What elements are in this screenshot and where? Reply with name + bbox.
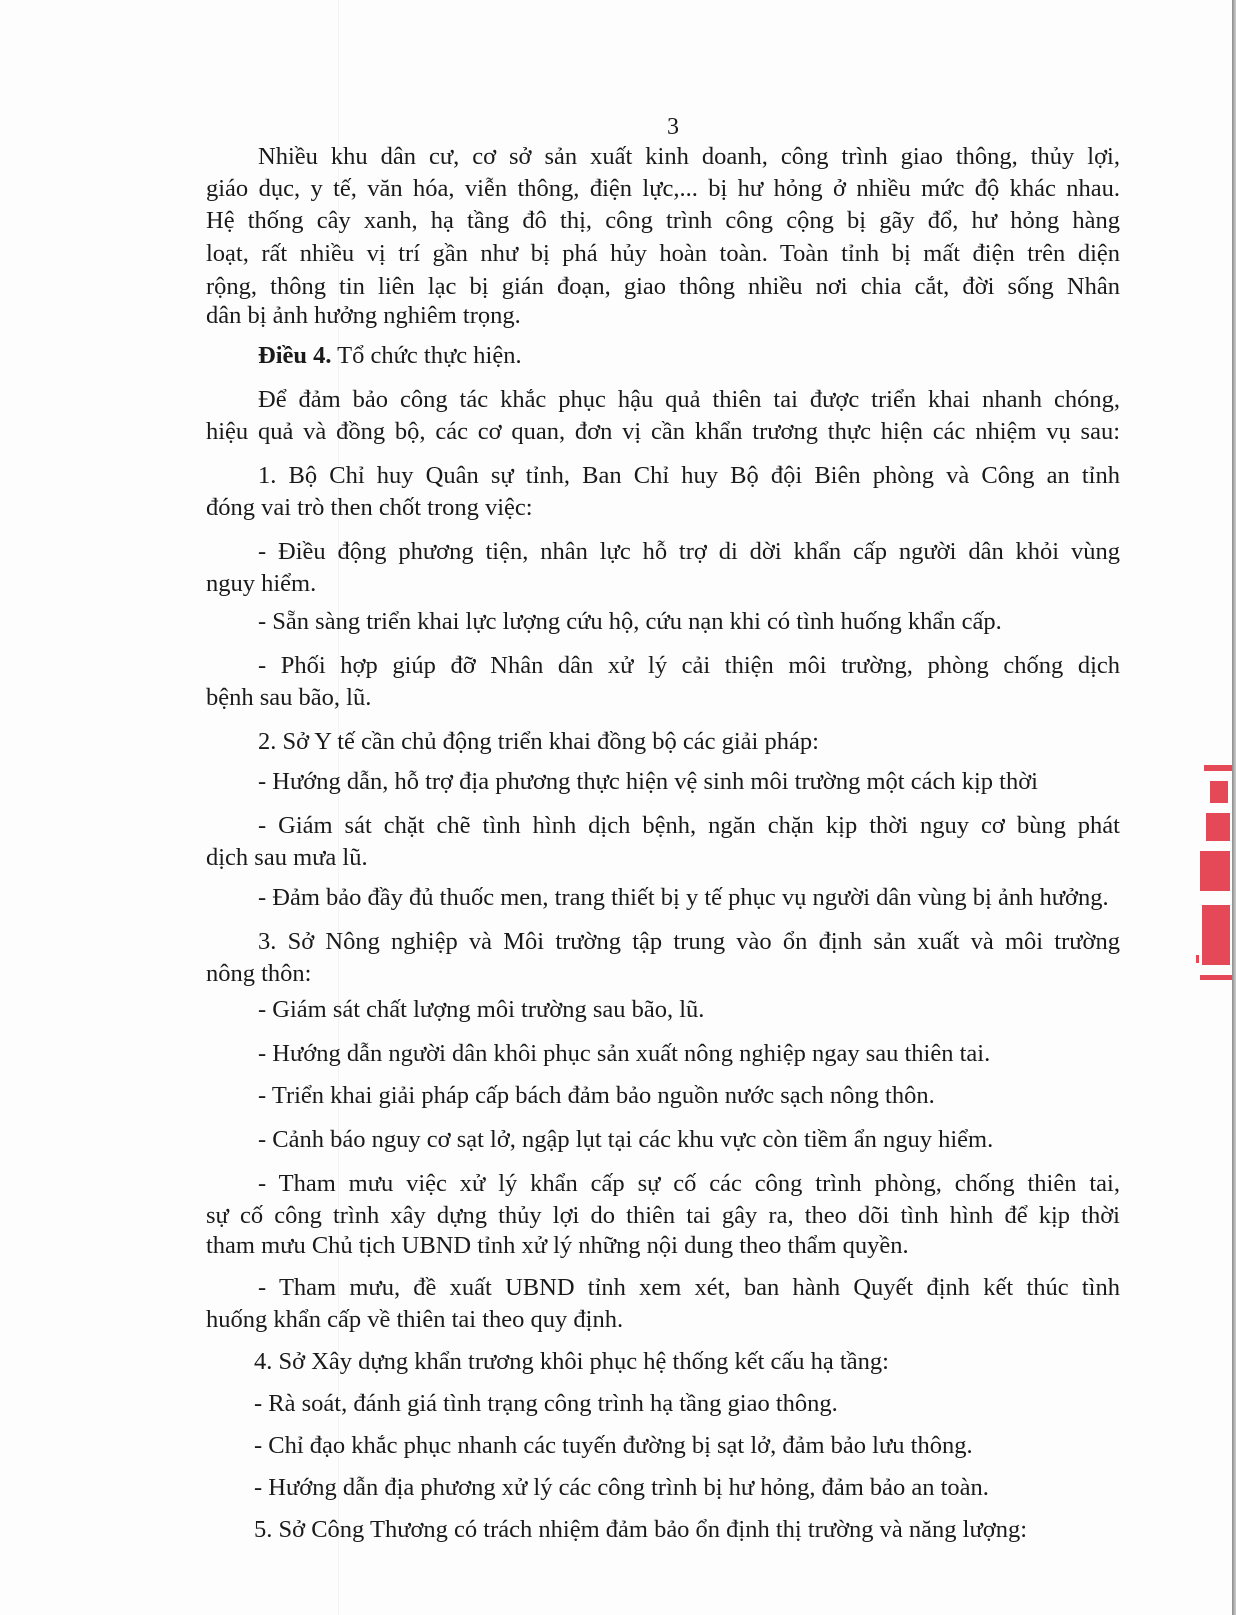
line-text: rộng, thông tin liên lạc bị gián đoạn, giao thông nhiều nơi chia cắt, đời sống Nhân	[206, 273, 1120, 300]
line-text: đóng vai trò then chốt trong việc:	[206, 494, 533, 521]
text-line	[258, 1274, 1120, 1302]
line-text: Hệ thống cây xanh, hạ tầng đô thị, công trình công cộng bị gãy đổ, hư hỏng hàng	[206, 207, 1120, 234]
line-text: - Hướng dẫn người dân khôi phục sản xuất nông nghiệp ngay sau thiên tai.	[258, 1040, 991, 1067]
line-text: - Tham mưu, đề xuất UBND tỉnh xem xét, ban hành Quyết định kết thúc tình	[258, 1274, 1120, 1301]
text-line	[258, 538, 1120, 566]
line-text: - Chỉ đạo khắc phục nhanh các tuyến đường bị sạt lở, đảm bảo lưu thông.	[254, 1432, 973, 1459]
text-line	[206, 302, 521, 330]
text-line	[258, 1126, 993, 1154]
line-text: nguy hiểm.	[206, 570, 317, 597]
text-line	[206, 1232, 909, 1260]
text-line	[258, 1040, 990, 1068]
line-text: 2. Sở Y tế cần chủ động triển khai đồng bộ các giải pháp:	[258, 728, 819, 755]
line-text: - Đảm bảo đầy đủ thuốc men, trang thiết bị y tế phục vụ người dân vùng bị ảnh hưởng.	[258, 884, 1109, 911]
text-line	[258, 884, 1109, 912]
line-text: 4. Sở Xây dựng khẩn trương khôi phục hệ thống kết cấu hạ tầng:	[254, 1348, 889, 1375]
text-line	[206, 684, 371, 712]
text-line	[206, 1202, 1120, 1230]
line-text: sự cố công trình xây dựng thủy lợi do thiên tai gây ra, theo dõi tình hình để kịp thời	[206, 1202, 1120, 1229]
line-text: - Giám sát chất lượng môi trường sau bão, lũ.	[258, 996, 705, 1023]
article-heading: Điều 4.	[258, 342, 332, 369]
line-text: hiệu quả và đồng bộ, các cơ quan, đơn vị cần khẩn trương thực hiện các nhiệm vụ sau:	[206, 418, 1120, 445]
text-line	[258, 342, 522, 370]
text-line	[206, 1306, 623, 1334]
text-line	[206, 240, 1120, 268]
line-text: - Sẵn sàng triển khai lực lượng cứu hộ, cứu nạn khi có tình huống khẩn cấp.	[258, 608, 1002, 635]
red-seal-stamp-fragment	[1196, 765, 1232, 1000]
text-line	[254, 1432, 973, 1460]
text-line	[258, 608, 1002, 636]
text-line	[254, 1348, 889, 1376]
text-line	[258, 652, 1120, 680]
text-line	[206, 273, 1120, 301]
text-line	[258, 462, 1120, 490]
line-text: bệnh sau bão, lũ.	[206, 684, 372, 711]
line-text: Để đảm bảo công tác khắc phục hậu quả thiên tai được triển khai nhanh chóng,	[258, 386, 1120, 413]
line-text: tham mưu Chủ tịch UBND tỉnh xử lý những nội dung theo thẩm quyền.	[206, 1232, 909, 1259]
text-line	[254, 1474, 989, 1502]
page-number: 3	[667, 114, 679, 140]
line-text: - Hướng dẫn địa phương xử lý các công trình bị hư hỏng, đảm bảo an toàn.	[254, 1474, 989, 1501]
text-line	[258, 928, 1120, 956]
text-line	[258, 386, 1120, 414]
text-line	[258, 143, 1120, 171]
text-line	[254, 1516, 1027, 1544]
line-text: - Tham mưu việc xử lý khẩn cấp sự cố các công trình phòng, chống thiên tai,	[258, 1170, 1120, 1197]
line-text: - Phối hợp giúp đỡ Nhân dân xử lý cải thiện môi trường, phòng chống dịch	[258, 652, 1120, 679]
text-line	[258, 1082, 935, 1110]
text-line	[258, 812, 1120, 840]
text-line	[258, 1170, 1120, 1198]
line-text: loạt, rất nhiều vị trí gần như bị phá hủy hoàn toàn. Toàn tỉnh bị mất điện trên diện	[206, 240, 1120, 267]
line-text: - Điều động phương tiện, nhân lực hỗ trợ di dời khẩn cấp người dân khỏi vùng	[258, 538, 1120, 565]
text-line	[206, 418, 1120, 446]
line-text: - Hướng dẫn, hỗ trợ địa phương thực hiện vệ sinh môi trường một cách kịp thời	[258, 768, 1038, 795]
line-text: giáo dục, y tế, văn hóa, viễn thông, điện lực,... bị hư hỏng ở nhiều mức độ khác nhau.	[206, 175, 1120, 202]
text-line	[206, 960, 312, 988]
text-line	[258, 768, 1038, 796]
line-text: - Triển khai giải pháp cấp bách đảm bảo nguồn nước sạch nông thôn.	[258, 1082, 935, 1109]
line-text: nông thôn:	[206, 960, 312, 987]
line-text: Nhiều khu dân cư, cơ sở sản xuất kinh doanh, công trình giao thông, thủy lợi,	[258, 143, 1120, 170]
text-line	[258, 996, 704, 1024]
text-line	[258, 728, 819, 756]
line-text: 3. Sở Nông nghiệp và Môi trường tập trung vào ổn định sản xuất và môi trường	[258, 928, 1120, 955]
text-line	[254, 1390, 838, 1418]
line-text: - Rà soát, đánh giá tình trạng công trình hạ tầng giao thông.	[254, 1390, 838, 1417]
text-line	[206, 207, 1120, 235]
line-text: 1. Bộ Chỉ huy Quân sự tỉnh, Ban Chỉ huy Bộ đội Biên phòng và Công an tỉnh	[258, 462, 1120, 489]
page-edge-shadow	[1232, 0, 1236, 1615]
line-text: dân bị ảnh hưởng nghiêm trọng.	[206, 302, 521, 329]
text-line	[206, 570, 316, 598]
text-line	[206, 494, 533, 522]
line-text: - Giám sát chặt chẽ tình hình dịch bệnh, ngăn chặn kịp thời nguy cơ bùng phát	[258, 812, 1120, 839]
line-text: Tổ chức thực hiện.	[331, 342, 522, 369]
line-text: dịch sau mưa lũ.	[206, 844, 368, 871]
line-text: - Cảnh báo nguy cơ sạt lở, ngập lụt tại các khu vực còn tiềm ẩn nguy hiểm.	[258, 1126, 994, 1153]
line-text: huống khẩn cấp về thiên tai theo quy định.	[206, 1306, 624, 1333]
text-line	[206, 175, 1120, 203]
line-text: 5. Sở Công Thương có trách nhiệm đảm bảo ổn định thị trường và năng lượng:	[254, 1516, 1028, 1543]
text-line	[206, 844, 368, 872]
